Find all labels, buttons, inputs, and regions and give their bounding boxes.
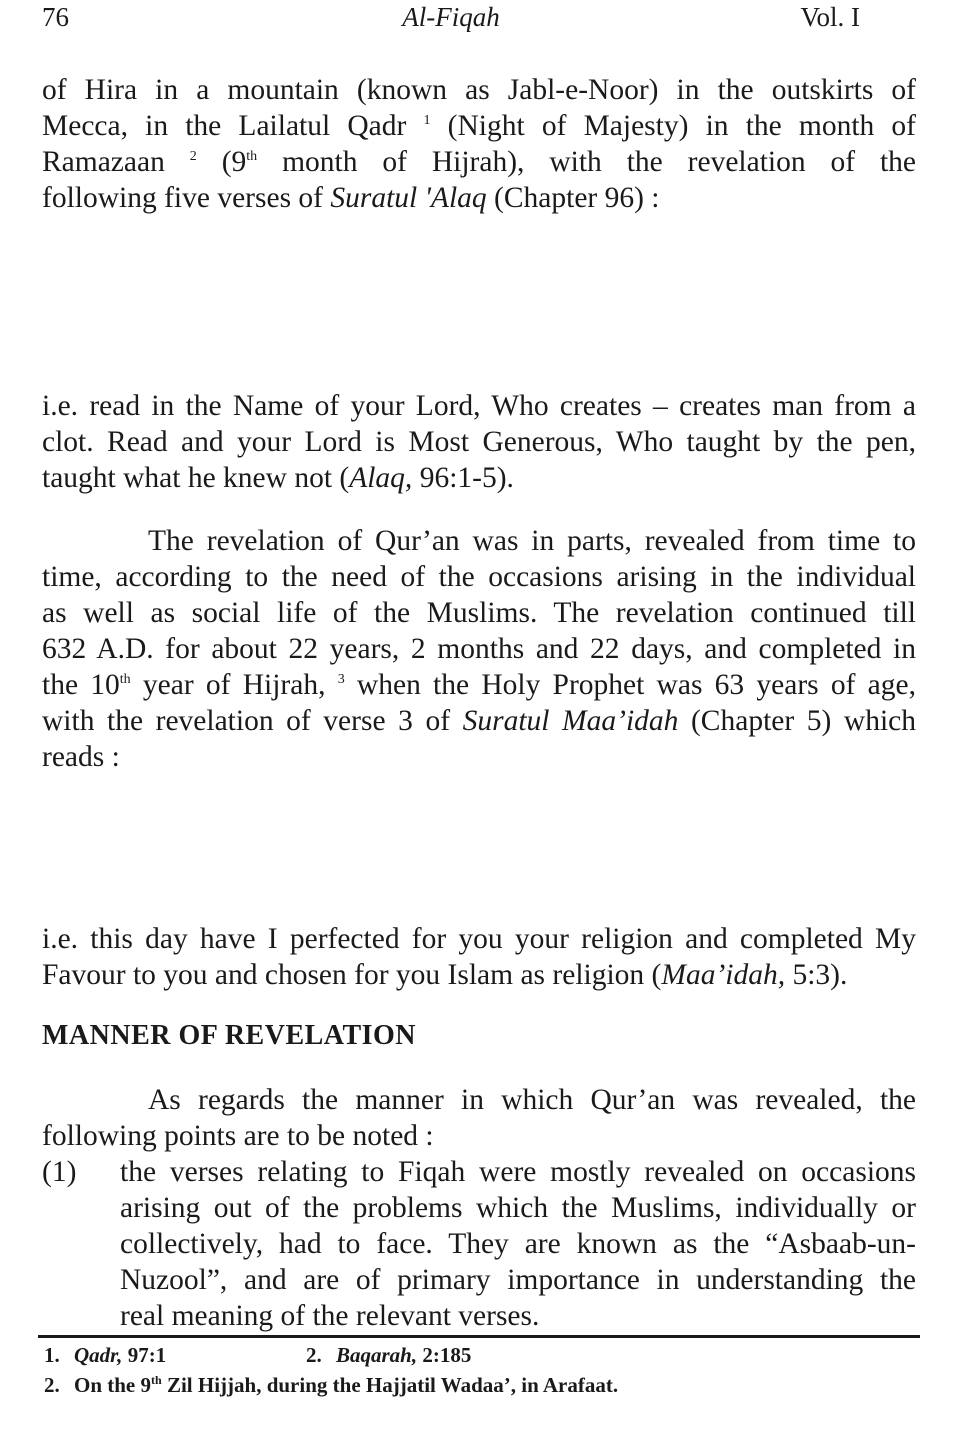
footnote-2: 2. Baqarah, 2:185 [306,1343,472,1367]
text-line: time, according to the need of the occasions arising in the individual [42,561,916,593]
text-line: Mecca, in the Lailatul Qadr $^1$ (Night of Majesty) in the month of [42,110,917,142]
text-line: of Hira in a mountain (known as Jabl-e-Noor) in the outskirts of [42,74,916,106]
text-line: the verses relating to Fiqah were mostly revealed on occasions [120,1156,916,1188]
text-line: real meaning of the relevant verses. [120,1300,540,1332]
footnote-3: 2. On the 9th Zil Hijjah, during the Hajjatil Wadaa’, in Arafaat. [44,1373,619,1397]
text-line: As regards the manner in which Qur’an was revealed, the [148,1084,916,1116]
text-line: the 10th year of Hijrah, $^3$ when the Holy Prophet was 63 years of age, [42,669,916,701]
text-line: clot. Read and your Lord is Most Generous, Who taught by the pen, [42,426,916,458]
paragraph-manner [42,1082,916,1154]
footnote-row: 1. Qadr, 97:1 2. Baqarah, 2:185 [44,1343,472,1367]
section-heading: MANNER OF REVELATION [42,1020,417,1051]
footnote-1: Qadr, [74,1343,123,1367]
text-line: following five verses of Suratul 'Alaq (Chapter 96) : [42,182,660,214]
text-line: reads : [42,741,120,773]
text-line: taught what he knew not (Alaq, 96:1-5). [42,462,514,494]
book-title: Al-Fiqah [402,2,500,32]
paragraph-translation-maaidah [42,921,916,993]
text-line: 632 A.D. for about 22 years, 2 months and 22 days, and completed in [42,633,916,665]
text-line: i.e. this day have I perfected for you your religion and completed My [42,923,916,955]
footnote-ref: 3 [337,672,345,688]
running-header [42,2,860,42]
page-number: 76 [42,2,69,32]
text-line: collectively, had to face. They are known as the “Asbaab-un- [120,1228,916,1260]
paragraph-translation-alaq [42,388,916,496]
list-item-number: (1) [42,1156,77,1188]
list-item [120,1154,916,1334]
footnote-ref: 2 [189,149,197,165]
paragraph-revelation [42,523,916,775]
text-line: Nuzool”, and are of primary importance in understanding the [120,1264,916,1296]
text-line: Ramazaan $^2$ (9th month of Hijrah), with the revelation of the [42,146,917,178]
volume-label: Vol. I [800,2,860,32]
text-line: as well as social life of the Muslims. The revelation continued till [42,597,916,629]
text-line: The revelation of Qur’an was in parts, revealed from time to [148,525,916,557]
paragraph-intro [42,72,916,216]
text-line: with the revelation of verse 3 of Suratul Maa’idah (Chapter 5) which [42,705,917,737]
text-line: Favour to you and chosen for you Islam as religion (Maa’idah, 5:3). [42,959,848,991]
footnote-ref: 1 [423,113,431,129]
text-line: following points are to be noted : [42,1120,434,1152]
text-line: arising out of the problems which the Muslims, individually or [120,1192,916,1224]
text-line: i.e. read in the Name of your Lord, Who creates – creates man from a [42,390,916,422]
footnote-divider [38,1335,920,1338]
